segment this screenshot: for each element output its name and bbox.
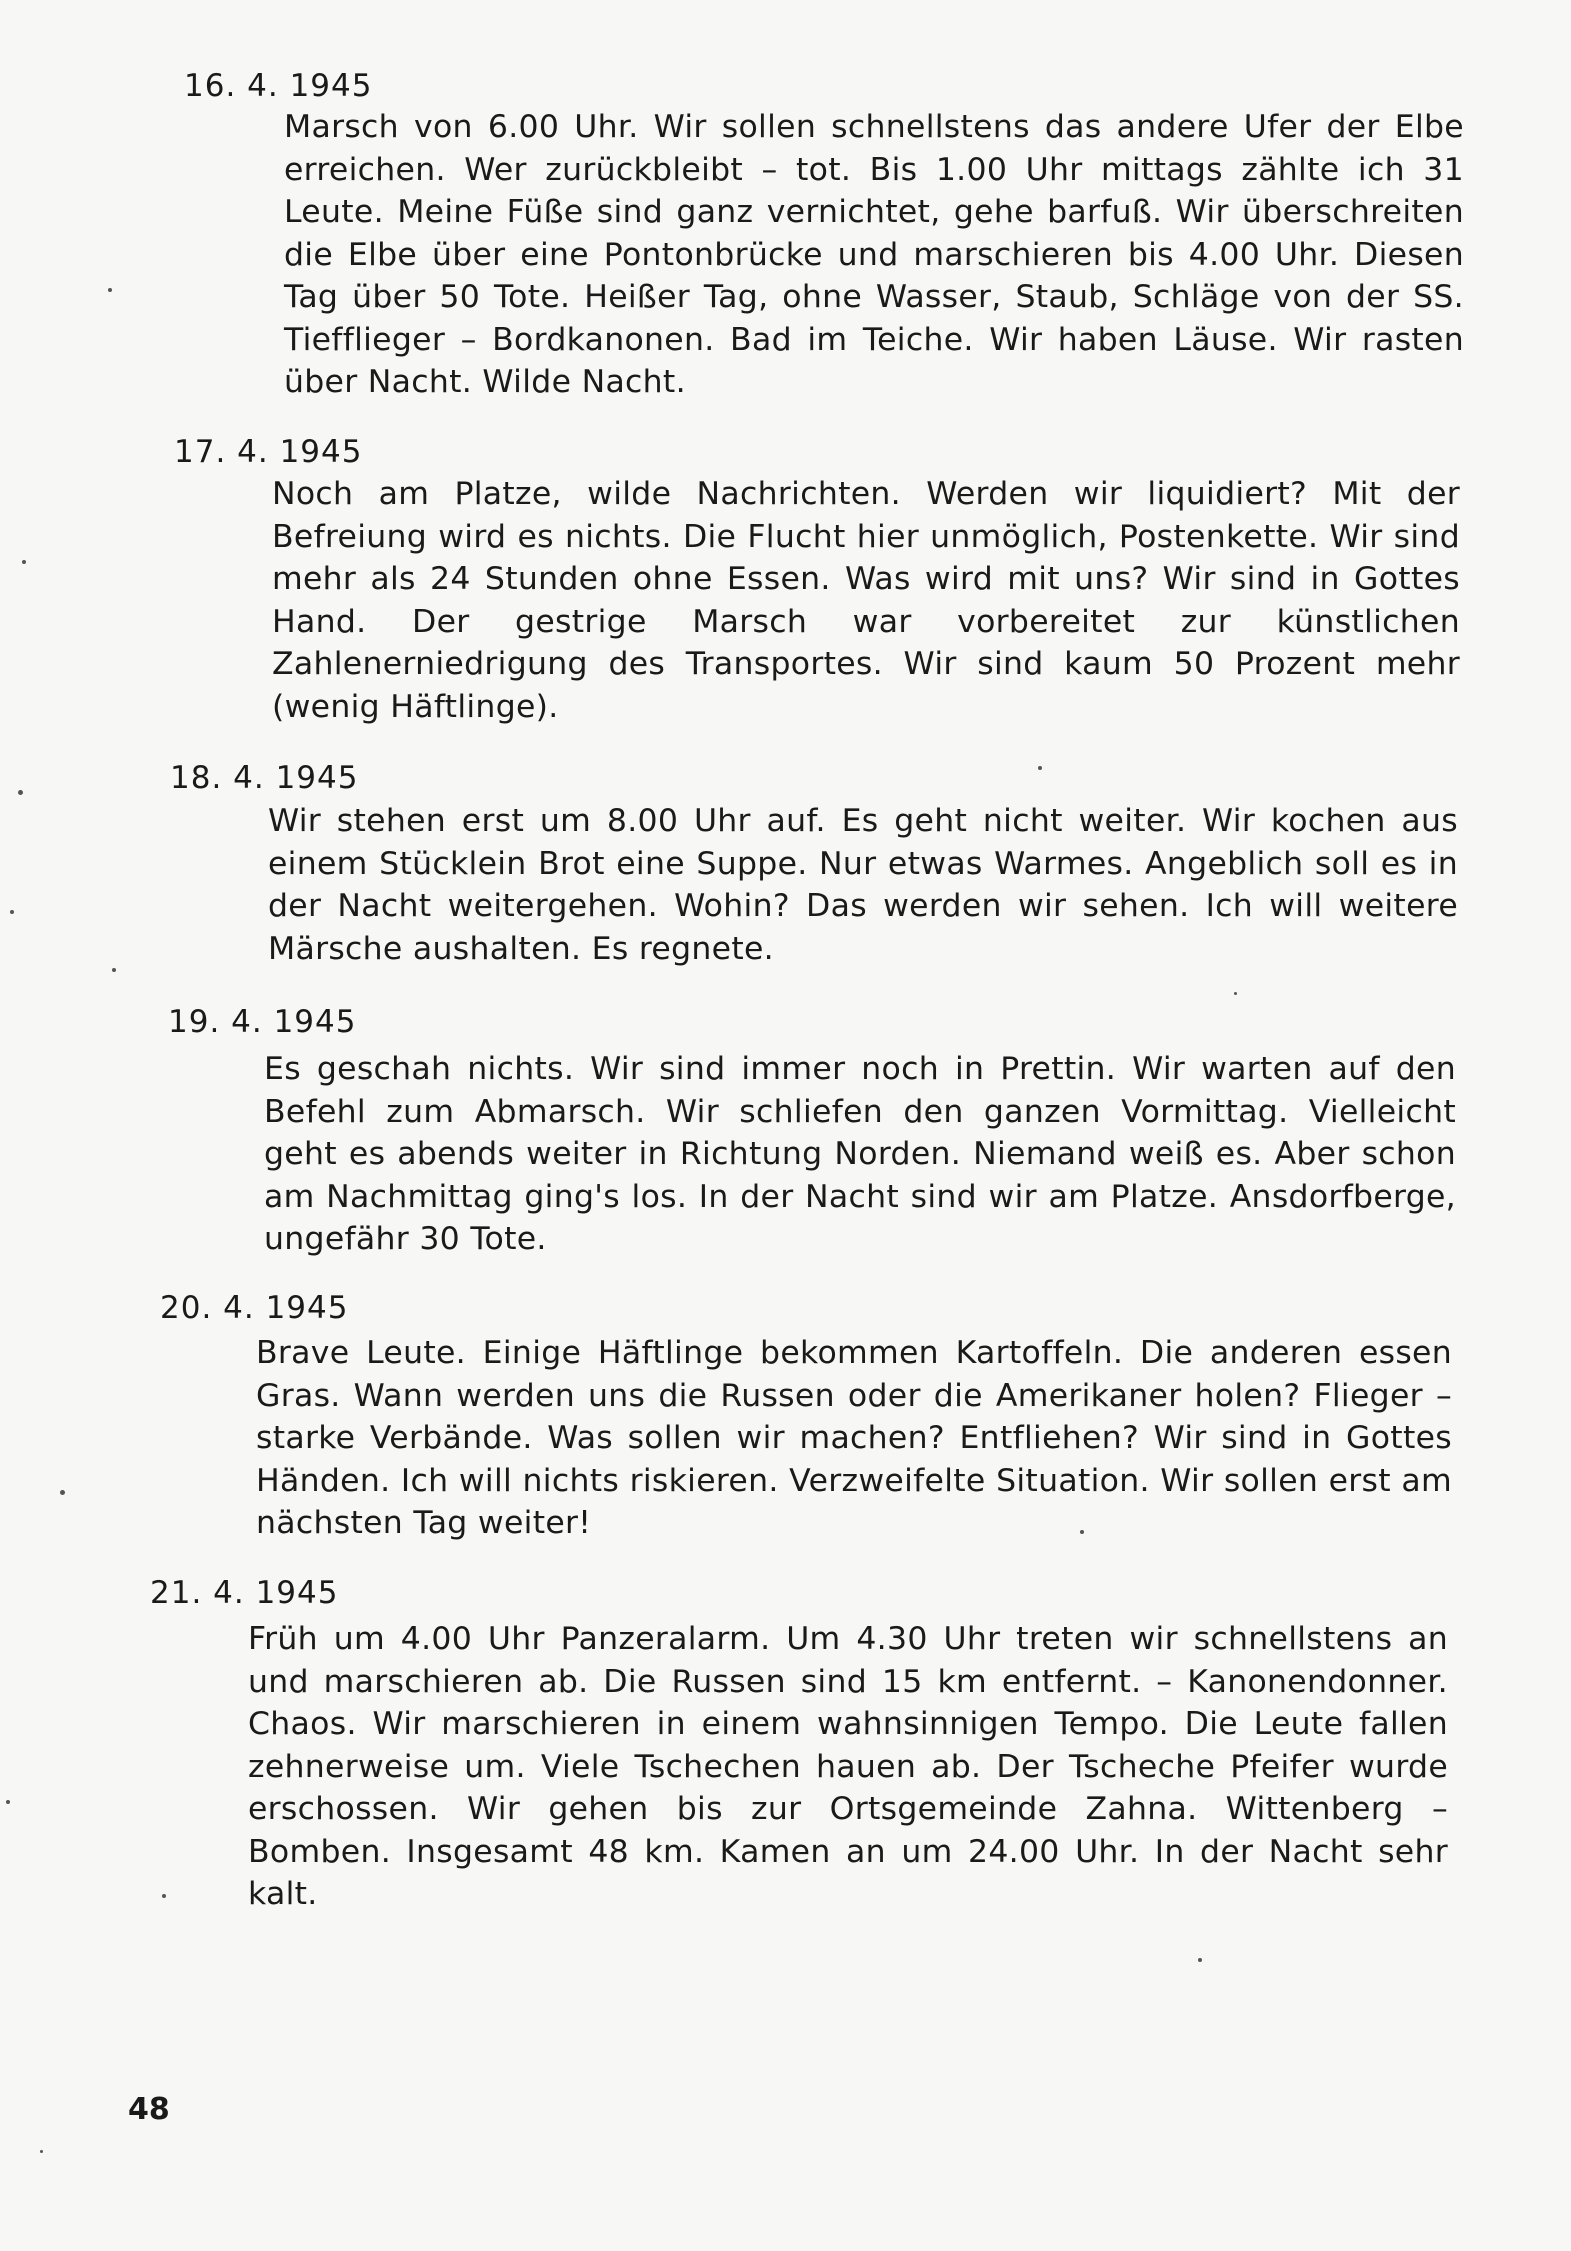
entry-text: Früh um 4.00 Uhr Panzeralarm. Um 4.30 Uhr treten wir schnellstens an und marschieren ab. Die Russen sind 15 km entfernt. – Kanonendonner. Chaos. Wir marschieren in einem wahnsinnigen Tempo. Die Leute fallen zehnerweise um. Viele Tschechen hauen ab. Der Tscheche Pfeifer wurde erschossen. Wir gehen bis zur Ortsgemeinde Zahna. Wittenberg – Bomben. Insgesamt 48 km. Kamen an um 24.00 Uhr. In der Nacht sehr kalt.	[248, 1621, 1448, 1912]
entry-text: Noch am Platze, wilde Nachrichten. Werden wir liquidiert? Mit der Befreiung wird es nichts. Die Flucht hier unmöglich, Postenkette. Wir sind mehr als 24 Stunden ohne Essen. Was wird mit uns? Wir sind in Gottes Hand. Der gestrige Marsch war vorbereitet zur künstlichen Zahlenerniedrigung des Transportes. Wir sind kaum 50 Prozent mehr (wenig Häftlinge).	[272, 476, 1460, 725]
scan-speck	[112, 968, 116, 972]
entry-date: 17. 4. 1945	[174, 434, 363, 470]
entry-text: Es geschah nichts. Wir sind immer noch in Prettin. Wir warten auf den Befehl zum Abmarsch. Wir schliefen den ganzen Vormittag. Vielleicht geht es abends weiter in Richtung Norden. Niemand weiß es. Aber schon am Nachmittag ging's los. In der Nacht sind wir am Platze. Ansdorfberge, ungefähr 30 Tote.	[264, 1051, 1456, 1257]
scan-speck	[108, 288, 112, 292]
scan-speck	[40, 2150, 43, 2153]
entry-text: Marsch von 6.00 Uhr. Wir sollen schnellstens das andere Ufer der Elbe erreichen. Wer zurückbleibt – tot. Bis 1.00 Uhr mittags zählte ich 31 Leute. Meine Füße sind ganz vernichtet, gehe barfuß. Wir überschreiten die Elbe über eine Pontonbrücke und marschieren bis 4.00 Uhr. Diesen Tag über 50 Tote. Heißer Tag, ohne Wasser, Staub, Schläge von der SS. Tiefflieger – Bordkanonen. Bad im Teiche. Wir haben Läuse. Wir rasten über Nacht. Wilde Nacht.	[284, 109, 1464, 400]
scan-speck	[60, 1490, 65, 1495]
entry-date: 19. 4. 1945	[168, 1004, 357, 1040]
scan-speck	[1234, 992, 1237, 995]
entry-date: 21. 4. 1945	[150, 1575, 339, 1611]
scan-speck	[1080, 1530, 1084, 1534]
scan-speck	[22, 560, 26, 564]
scan-speck	[1038, 766, 1042, 770]
page-number: 48	[128, 2092, 170, 2127]
scan-speck	[1198, 1958, 1202, 1962]
entry-date: 18. 4. 1945	[170, 760, 359, 796]
entry-date: 20. 4. 1945	[160, 1290, 349, 1326]
scan-speck	[6, 1800, 10, 1804]
entry-date: 16. 4. 1945	[184, 68, 373, 104]
scan-speck	[18, 790, 23, 795]
scan-speck	[10, 910, 14, 914]
scan-speck	[162, 1894, 166, 1898]
entry-text: Brave Leute. Einige Häftlinge bekommen Kartoffeln. Die anderen essen Gras. Wann werden uns die Russen oder die Amerikaner holen? Flieger – starke Verbände. Was sollen wir machen? Entfliehen? Wir sind in Gottes Händen. Ich will nichts riskieren. Verzweifelte Situation. Wir sollen erst am nächsten Tag weiter!	[256, 1335, 1452, 1541]
entry-text: Wir stehen erst um 8.00 Uhr auf. Es geht nicht weiter. Wir kochen aus einem Stücklein Brot eine Suppe. Nur etwas Warmes. Angeblich soll es in der Nacht weitergehen. Wohin? Das werden wir sehen. Ich will weitere Märsche aushalten. Es regnete.	[268, 803, 1458, 967]
